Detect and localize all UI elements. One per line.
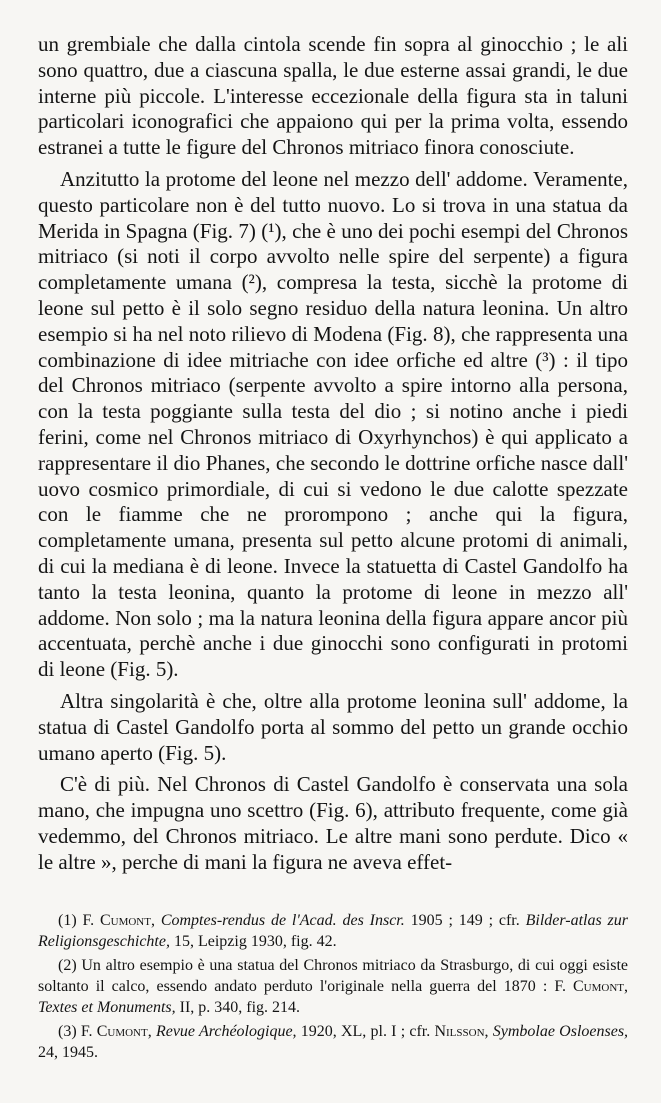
footnote-2-number: (2) [58,957,77,974]
footnote-1-title-2: Bilder-atlas zur Religionsgeschichte, [38,912,629,950]
footnote-3-details: 1920, XL, pl. I ; cfr. [300,1023,431,1040]
footnote-1-number: (1) [58,912,77,929]
footnote-2 [38,955,628,1018]
footnote-1-title: Comptes-rendus de l'Acad. des Inscr. [160,912,405,929]
footnote-3-details-2: 24, 1945. [38,1044,98,1061]
footnote-2-author: F. Cumont, [554,978,629,995]
footnote-3 [38,1021,628,1063]
paragraph-2: Anzitutto la protome del leone nel mezzo dell' addome. Veramente, questo particolare non è del tutto nuovo. Lo si trova in una statua da Merida in Spagna (Fig. 7) (¹), che è uno dei pochi esempi del Chronos mitriaco (si noti il corpo avvolto nelle spire del serpente) a figura completamente umana (²), compresa la testa, sicchè la protome di leone sul petto è il solo segno residuo della natura leonina. Un altro esempio si ha nel noto rilievo di Modena (Fig. 8), che rappresenta una combinazione di idee mitriache con idee orfiche ed altre (³) : il tipo del Chronos mitriaco (serpente avvolto a spire intorno alla persona, con la testa poggiante sulla testa del dio ; si notino anche i piedi ferini, come nel Chronos mitriaco di Oxyrhynchos) è qui applicato a rappresentare il dio Phanes, che secondo le dottrine orfiche nasce dall' uovo cosmico primordiale, di cui si vedono le due calotte spezzate con le fiamme che ne prorompono ; anche qui la figura, completamente umana, presenta sul petto alcune protomi di animali, di cui la mediana è di leone. Invece la statuetta di Castel Gandolfo ha tanto la testa leonina, quanto la protome di leone in mezzo all' addome. Non solo ; ma la natura leonina della figura appare ancor più accentuata, perchè anche i due ginocchi sono configurati in protomi di leone (Fig. 5). [38,166,628,682]
footnote-3-number: (3) [58,1023,77,1040]
paragraph-3: Altra singolarità è che, oltre alla protome leonina sull' addome, la statua di Castel Gandolfo porta al sommo del petto un grande occhio umano aperto (Fig. 5). [38,688,628,765]
footnote-3-author-2: Nilsson, [434,1023,489,1040]
footnotes [38,910,628,1066]
footnote-3-title: Revue Archéologique, [155,1023,297,1040]
paragraph-4: C'è di più. Nel Chronos di Castel Gandolfo è conservata una sola mano, che impugna uno scettro (Fig. 6), attributo frequente, come già vedemmo, del Chronos mitriaco. Le altre mani sono perdute. Dico « le altre », perche di mani la figura ne aveva effet- [38,772,628,874]
footnote-3-author: F. Cumont, [80,1023,152,1040]
footnote-1-details: 1905 ; 149 ; cfr. [410,912,520,929]
footnote-3-title-2: Symbolae Osloenses, [492,1023,629,1040]
footnote-2-title: Textes et Monuments, [38,999,176,1016]
main-text [38,32,628,882]
footnote-1 [38,910,628,952]
footnote-2-details: II, p. 340, fig. 214. [179,999,301,1016]
footnote-1-details-2: 15, Leipzig 1930, fig. 42. [173,933,337,950]
footnote-1-author: F. Cumont, [82,912,155,929]
footnote-2-text: Un altro esempio è una statua del Chronos mitriaco da Strasburgo, di cui oggi esiste soltanto il calco, essendo andato perduto l'originale nella guerra del 1870 : [38,957,629,995]
paragraph-1: un grembiale che dalla cintola scende fin sopra al ginocchio ; le ali sono quattro, due a ciascuna spalla, le due esterne assai grandi, le due interne più piccole. L'interesse eccezionale della figura sta in taluni particolari iconografici che appaiono qui per la prima volta, essendo estranei a tutte le figure del Chronos mitriaco finora conosciute. [38,32,628,160]
